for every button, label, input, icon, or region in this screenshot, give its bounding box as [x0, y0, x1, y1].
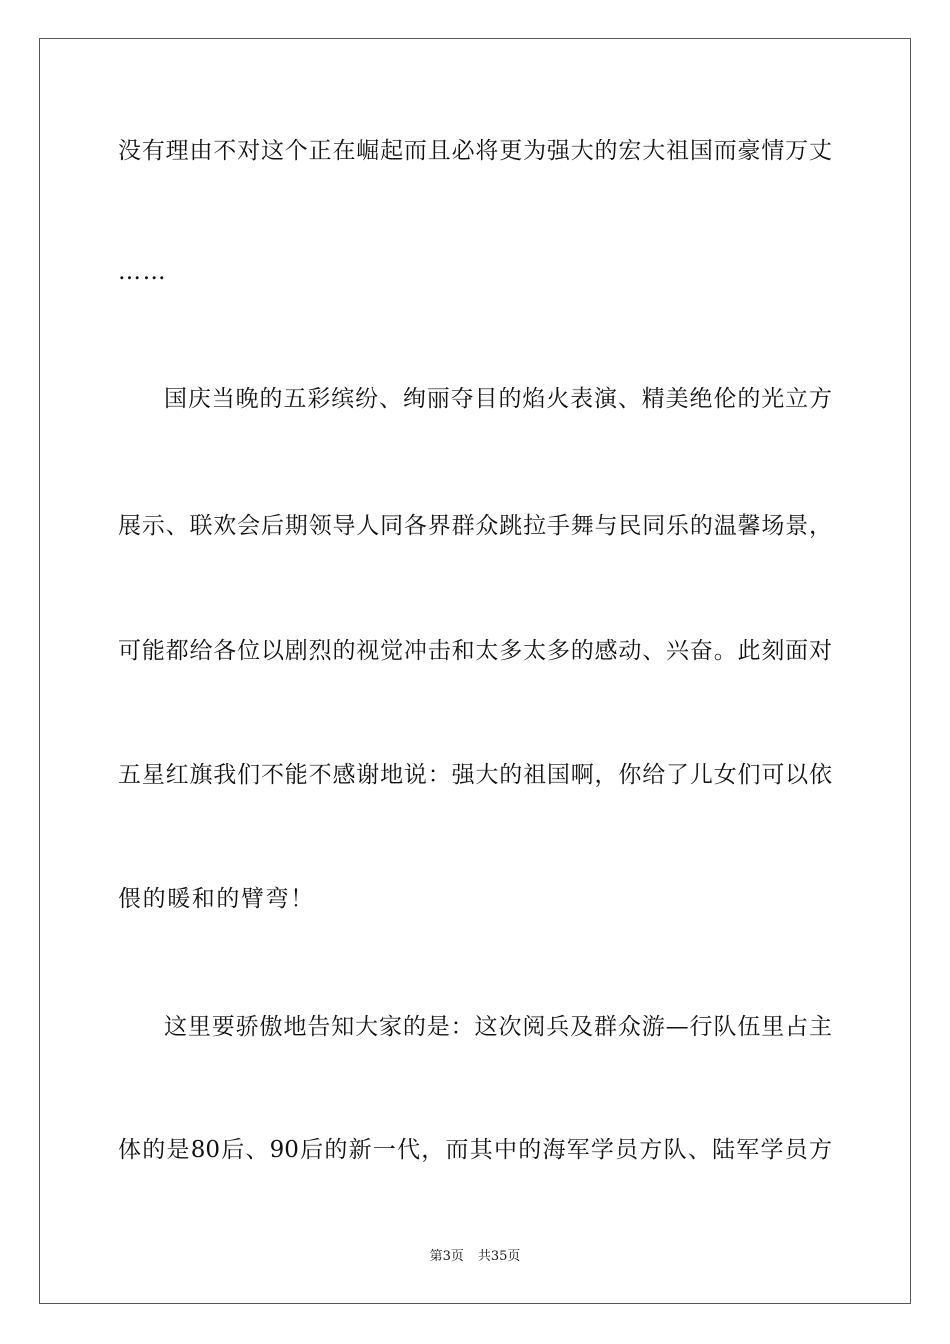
paragraph-line: ……: [118, 259, 168, 285]
paragraph-line: 展示、联欢会后期领导人同各界群众跳拉手舞与民同乐的温馨场景，: [118, 513, 832, 539]
paragraph-line: 可能都给各位以剧烈的视觉冲击和太多太多的感动、兴奋。此刻面对: [118, 638, 832, 664]
paragraph-line: 这里要骄傲地告知大家的是：这次阅兵及群众游—行队伍里占主: [164, 1014, 832, 1040]
page-border: [39, 38, 911, 1304]
paragraph-line: 五星红旗我们不能不感谢地说：强大的祖国啊，你给了儿女们可以依: [118, 762, 832, 788]
paragraph-line: 偎的暖和的臂弯！: [118, 886, 315, 912]
page-number: 第3页: [429, 1249, 464, 1264]
paragraph-line: 体的是80后、90后的新一代，而其中的海军学员方队、陆军学员方: [118, 1137, 832, 1163]
page-total: 共35页: [477, 1249, 521, 1264]
page-footer: [0, 1248, 950, 1266]
paragraph-line: 没有理由不对这个正在崛起而且必将更为强大的宏大祖国而豪情万丈: [118, 138, 832, 164]
paragraph-line: 国庆当晚的五彩缤纷、绚丽夺目的焰火表演、精美绝伦的光立方: [164, 386, 832, 412]
